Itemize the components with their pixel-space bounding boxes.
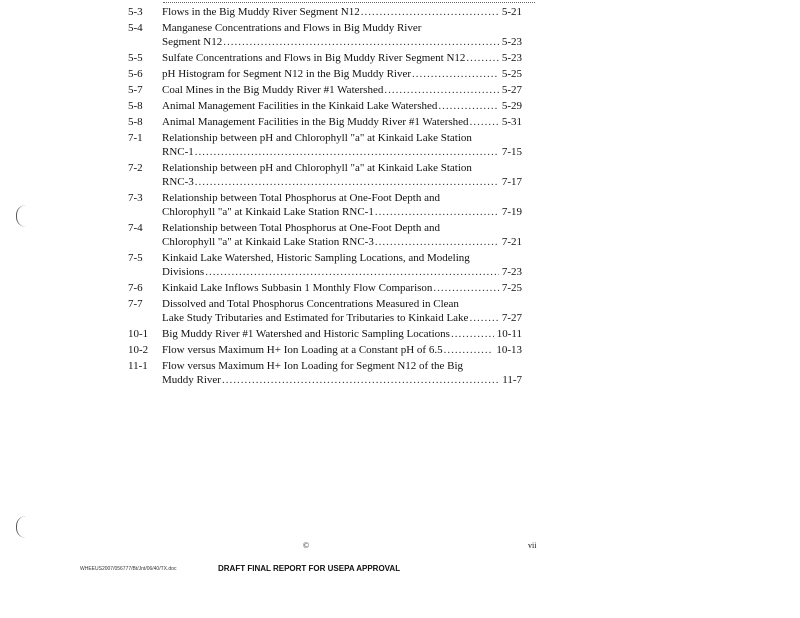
figure-title-text: Kinkaid Lake Inflows Subbasin 1 Monthly Flow Comparison: [162, 282, 433, 294]
footer-document-id: WHEEUS2007/056777/Bt/Jnt/06/40/TX.doc: [80, 566, 177, 572]
figure-title-text: Animal Management Facilities in the Big Muddy River #1 Watershed: [162, 116, 469, 128]
figure-number: 5-3: [128, 6, 143, 18]
figure-title-text: Chlorophyll "a" at Kinkaid Lake Station RNC-3: [162, 236, 374, 248]
figure-number: 10-1: [128, 328, 149, 340]
figure-title-line: [162, 311, 522, 325]
figure-title-line: [162, 373, 522, 387]
figure-title: [162, 131, 522, 159]
figure-title-text: Dissolved and Total Phosphorus Concentrations Measured in Clean: [162, 298, 459, 310]
figure-page-number: 7-25: [501, 282, 522, 294]
figure-number: 7-6: [128, 282, 143, 294]
figure-title: [162, 5, 522, 19]
figure-title: [162, 51, 522, 65]
figure-entry: [122, 67, 542, 81]
figure-title-line: [162, 327, 522, 341]
figure-number: 5-6: [128, 68, 143, 80]
dot-leader: [470, 115, 499, 129]
figure-entry: [122, 221, 542, 249]
figure-number: 10-2: [128, 344, 149, 356]
dot-leader: [361, 5, 499, 19]
dot-leader: [195, 145, 499, 159]
figure-title-text: Muddy River: [162, 374, 221, 386]
figure-title: [162, 115, 522, 129]
figure-entry: [122, 115, 542, 129]
figure-title-line: [162, 21, 522, 35]
dot-leader: [438, 99, 498, 113]
figure-title-text: Coal Mines in the Big Muddy River #1 Watershed: [162, 84, 384, 96]
figure-title-text: Chlorophyll "a" at Kinkaid Lake Station RNC-1: [162, 206, 374, 218]
figure-number: 5-4: [128, 22, 143, 34]
figure-title: [162, 161, 522, 189]
figure-title-line: [162, 99, 522, 113]
figure-title-line: [162, 251, 522, 265]
figure-page-number: 7-19: [501, 206, 522, 218]
figure-entry: [122, 21, 542, 49]
punch-hole-mark-bottom: [16, 516, 27, 538]
figure-title-line: [162, 343, 522, 357]
figure-number: 5-7: [128, 84, 143, 96]
figure-title: [162, 221, 522, 249]
punch-hole-mark-top: [16, 205, 27, 227]
footer-page-number: vii: [528, 541, 537, 550]
figure-entry: [122, 83, 542, 97]
figure-page-number: 5-25: [501, 68, 522, 80]
dot-leader: [451, 327, 494, 341]
figure-number: 7-1: [128, 132, 143, 144]
figure-title: [162, 359, 522, 387]
figure-title-line: [162, 161, 522, 175]
figure-title-text: Segment N12: [162, 36, 223, 48]
figure-entry: [122, 131, 542, 159]
figure-title: [162, 297, 522, 325]
figure-title-line: [162, 265, 522, 279]
dot-leader: [466, 51, 498, 65]
figure-title-line: [162, 205, 522, 219]
figure-title-line: [162, 67, 522, 81]
figure-number: 5-5: [128, 52, 143, 64]
figure-page-number: 7-15: [501, 146, 522, 158]
dot-leader: [384, 83, 498, 97]
figure-page-number: 5-23: [501, 52, 522, 64]
figure-number: 7-7: [128, 298, 143, 310]
figure-title-line: [162, 297, 522, 311]
figure-title-text: Kinkaid Lake Watershed, Historic Sampling Locations, and Modeling: [162, 252, 470, 264]
figure-title-line: [162, 191, 522, 205]
figure-title: [162, 99, 522, 113]
figure-title-line: [162, 35, 522, 49]
figure-title-text: Lake Study Tributaries and Estimated for Tributaries to Kinkaid Lake: [162, 312, 469, 324]
dot-leader: [195, 175, 499, 189]
figure-page-number: 11-7: [502, 374, 522, 386]
figure-title: [162, 21, 522, 49]
figure-title: [162, 83, 522, 97]
figure-title-text: Big Muddy River #1 Watershed and Historic Sampling Locations: [162, 328, 450, 340]
figure-title-line: [162, 5, 522, 19]
figure-title-text: RNC-1: [162, 146, 194, 158]
figure-entry: [122, 161, 542, 189]
footer-logo: ©: [303, 541, 310, 550]
figure-number: 11-1: [128, 360, 148, 372]
figure-title-line: [162, 281, 522, 295]
dot-leader: [205, 265, 499, 279]
figure-title-text: pH Histogram for Segment N12 in the Big Muddy River: [162, 68, 412, 80]
figure-page-number: 7-23: [501, 266, 522, 278]
figure-page-number: 7-27: [501, 312, 522, 324]
figure-title-line: [162, 51, 522, 65]
figure-number: 5-8: [128, 100, 143, 112]
figure-number: 7-2: [128, 162, 143, 174]
figure-entry: [122, 251, 542, 279]
figure-title-text: Divisions: [162, 266, 205, 278]
figure-page-number: 5-21: [501, 6, 522, 18]
figure-page-number: 10-13: [496, 344, 522, 356]
figure-page-number: 5-27: [501, 84, 522, 96]
figure-title-text: Flows in the Big Muddy River Segment N12: [162, 6, 360, 18]
dot-leader: [375, 235, 499, 249]
figure-entry: [122, 5, 542, 19]
figure-entry: [122, 281, 542, 295]
figure-entry: [122, 359, 542, 387]
figure-page-number: 10-11: [496, 328, 522, 340]
figure-title: [162, 251, 522, 279]
figure-page-number: 5-31: [501, 116, 522, 128]
figure-title-line: [162, 131, 522, 145]
figure-title-text: Relationship between Total Phosphorus at One-Foot Depth and: [162, 222, 440, 234]
figure-title: [162, 191, 522, 219]
figure-entry: [122, 51, 542, 65]
figure-title-text: Flow versus Maximum H+ Ion Loading at a Constant pH of 6.5: [162, 344, 443, 356]
figure-title-line: [162, 145, 522, 159]
figure-page-number: 5-29: [501, 100, 522, 112]
figure-entry: [122, 297, 542, 325]
figure-title-line: [162, 221, 522, 235]
figure-title-line: [162, 83, 522, 97]
figure-title-text: RNC-3: [162, 176, 194, 188]
dot-leader: [223, 35, 499, 49]
dot-leader: [444, 343, 494, 357]
figure-title: [162, 67, 522, 81]
figure-title-line: [162, 115, 522, 129]
figure-page-number: 7-17: [501, 176, 522, 188]
figure-number: 5-8: [128, 116, 143, 128]
figure-title-text: Sulfate Concentrations and Flows in Big Muddy River Segment N12: [162, 52, 466, 64]
figure-number: 7-4: [128, 222, 143, 234]
figure-title: [162, 281, 522, 295]
figure-title-text: Manganese Concentrations and Flows in Big Muddy River: [162, 22, 422, 34]
dot-leader: [375, 205, 499, 219]
top-divider: [163, 0, 535, 3]
dot-leader: [222, 373, 499, 387]
figure-title-line: [162, 175, 522, 189]
figure-title: [162, 327, 522, 341]
figure-entry: [122, 99, 542, 113]
figure-number: 7-3: [128, 192, 143, 204]
dot-leader: [433, 281, 498, 295]
figure-title: [162, 343, 522, 357]
figure-number: 7-5: [128, 252, 143, 264]
figure-entry: [122, 343, 542, 357]
figure-page-number: 7-21: [501, 236, 522, 248]
figure-page-number: 5-23: [501, 36, 522, 48]
figure-title-text: Relationship between Total Phosphorus at One-Foot Depth and: [162, 192, 440, 204]
figure-title-text: Animal Management Facilities in the Kinkaid Lake Watershed: [162, 100, 438, 112]
figure-title-text: Relationship between pH and Chlorophyll "a" at Kinkaid Lake Station: [162, 132, 472, 144]
figure-title-text: Flow versus Maximum H+ Ion Loading for Segment N12 of the Big: [162, 360, 464, 372]
footer-report-title: DRAFT FINAL REPORT FOR USEPA APPROVAL: [218, 564, 401, 573]
figure-title-line: [162, 359, 522, 373]
figure-title-text: Relationship between pH and Chlorophyll "a" at Kinkaid Lake Station: [162, 162, 472, 174]
figure-entry: [122, 191, 542, 219]
figure-title-line: [162, 235, 522, 249]
dot-leader: [412, 67, 499, 81]
dot-leader: [469, 311, 498, 325]
figure-entry: [122, 327, 542, 341]
